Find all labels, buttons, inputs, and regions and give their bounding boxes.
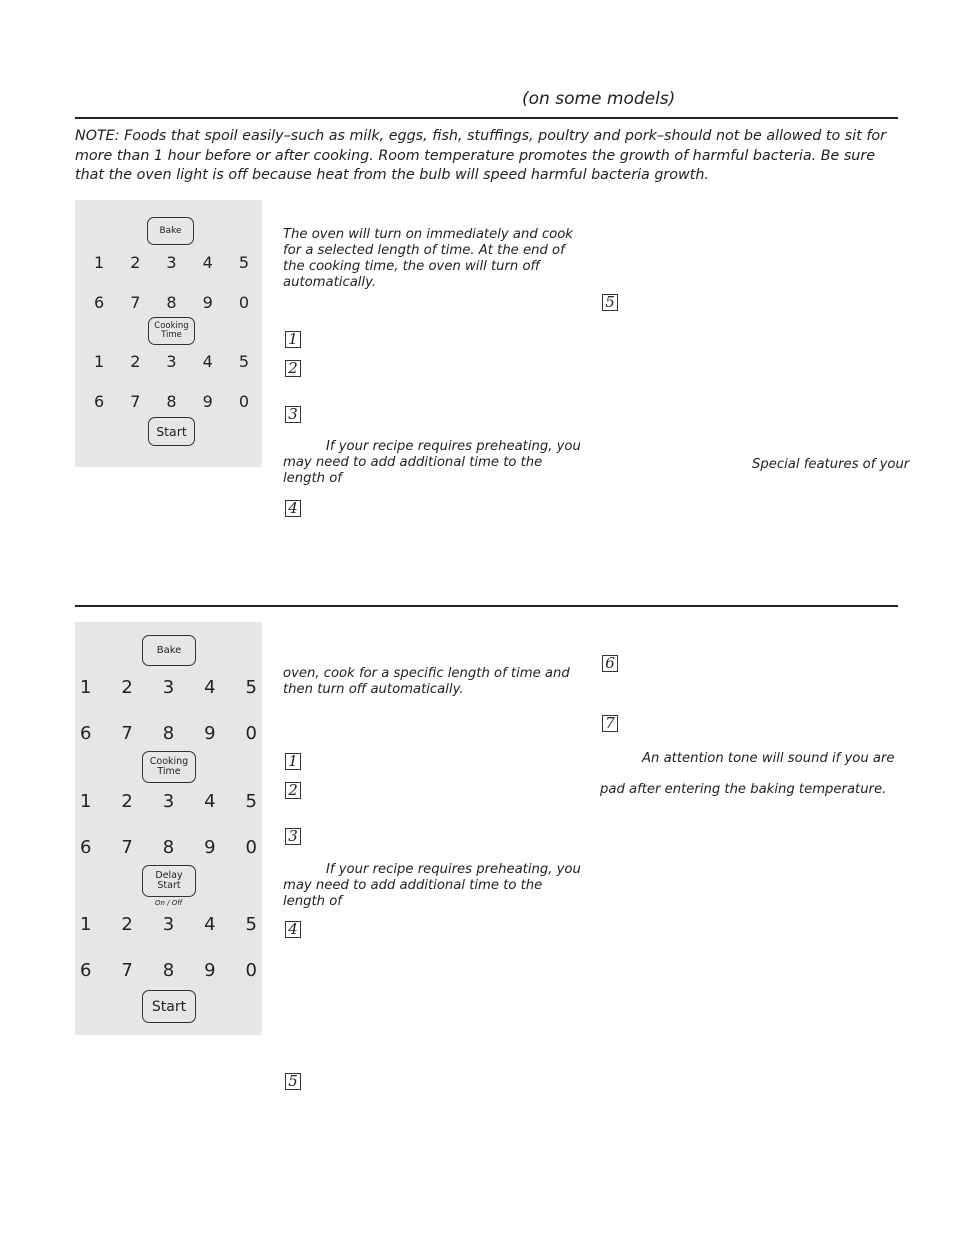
digit-key[interactable]: 0 — [245, 723, 257, 744]
digit-key[interactable]: 3 — [166, 253, 177, 272]
safety-note: NOTE: Foods that spoil easily–such as milk, eggs, fish, stuffings, poultry and pork–should not be allowed to sit for more than 1 hour before or after cooking. Room temperature promotes the growth of harmful bacteria. Be sure that the oven light is off because heat from the bulb will speed harmful bacteria growth. — [75, 128, 887, 183]
digit-key[interactable]: 3 — [162, 791, 175, 812]
digit-key[interactable]: 6 — [94, 293, 105, 312]
step-1-icon: 1 — [285, 331, 301, 348]
digit-key[interactable]: 5 — [245, 791, 257, 812]
step-1-icon: 1 — [285, 753, 301, 770]
digit-key[interactable]: 2 — [121, 914, 133, 935]
delay-start-key[interactable]: Delay Start — [142, 865, 196, 897]
digit-key[interactable]: 4 — [204, 791, 216, 812]
digit-key[interactable]: 2 — [130, 253, 141, 272]
digit-key[interactable]: 7 — [130, 293, 141, 312]
page-subtitle: (on some models) — [522, 89, 676, 109]
preheat-tip: If your recipe requires preheating, you may need to add additional time to the length of — [283, 862, 581, 909]
digit-key[interactable]: 2 — [130, 352, 141, 371]
digit-key[interactable]: 4 — [204, 677, 216, 698]
digit-key[interactable]: 5 — [238, 352, 249, 371]
digit-key[interactable]: 7 — [121, 960, 133, 981]
bake-key[interactable]: Bake — [142, 635, 196, 666]
digit-key[interactable]: 1 — [80, 791, 92, 812]
step-5-icon: 5 — [602, 294, 618, 311]
digit-key[interactable]: 6 — [80, 723, 92, 744]
bake-key[interactable]: Bake — [147, 217, 194, 245]
digit-key[interactable]: 0 — [245, 837, 257, 858]
digit-key[interactable]: 4 — [204, 914, 216, 935]
step-3-icon: 3 — [285, 828, 301, 845]
digit-key[interactable]: 7 — [130, 392, 141, 411]
digit-key[interactable]: 9 — [204, 960, 216, 981]
digit-key[interactable]: 2 — [121, 677, 133, 698]
digit-key[interactable]: 5 — [245, 914, 257, 935]
digit-key[interactable]: 8 — [162, 723, 175, 744]
digit-key[interactable]: 0 — [245, 960, 257, 981]
number-row-4 — [94, 392, 249, 411]
keypad-panel-timed — [75, 200, 262, 467]
step-4-icon: 4 — [285, 921, 301, 938]
digit-key[interactable]: 7 — [121, 723, 133, 744]
delayed-baking-intro: oven, cook for a specific length of time and then turn off automatically. — [283, 666, 570, 697]
digit-key[interactable]: 6 — [80, 960, 92, 981]
digit-key[interactable]: 6 — [94, 392, 105, 411]
digit-key[interactable]: 9 — [202, 293, 213, 312]
digit-key[interactable]: 9 — [204, 837, 216, 858]
digit-key[interactable]: 7 — [121, 837, 133, 858]
timed-baking-intro: The oven will turn on immediately and cook for a selected length of time. At the end of the cooking time, the oven will turn off automatically. — [283, 227, 573, 290]
number-row-3 — [94, 352, 249, 371]
number-row-2 — [80, 723, 257, 744]
number-row-5 — [80, 914, 257, 935]
digit-key[interactable]: 1 — [80, 914, 92, 935]
cooking-time-key[interactable]: Cooking Time — [142, 751, 196, 783]
digit-key[interactable]: 3 — [162, 677, 175, 698]
keypad-panel-delayed — [75, 622, 262, 1035]
special-features-ref: Special features of your — [752, 457, 910, 472]
step-6-icon: 6 — [602, 655, 618, 672]
step-5-icon: 5 — [285, 1073, 301, 1090]
cooking-time-key[interactable]: Cooking Time — [148, 317, 195, 345]
digit-key[interactable]: 1 — [80, 677, 92, 698]
digit-key[interactable]: 5 — [238, 253, 249, 272]
preheat-tip: If your recipe requires preheating, you may need to add additional time to the length of — [283, 439, 581, 486]
step-7-icon: 7 — [602, 715, 618, 732]
step-2-icon: 2 — [285, 782, 301, 799]
number-row-3 — [80, 791, 257, 812]
number-row-1 — [80, 677, 257, 698]
top-divider — [75, 117, 898, 119]
digit-key[interactable]: 4 — [202, 253, 213, 272]
number-row-4 — [80, 837, 257, 858]
digit-key[interactable]: 6 — [80, 837, 92, 858]
digit-key[interactable]: 1 — [94, 253, 105, 272]
digit-key[interactable]: 8 — [162, 960, 175, 981]
step-4-icon: 4 — [285, 500, 301, 517]
step-3-icon: 3 — [285, 406, 301, 423]
on-off-label: On / Off — [155, 899, 183, 907]
pad-instruction-text: pad after entering the baking temperature. — [600, 782, 887, 797]
number-row-2 — [94, 293, 249, 312]
digit-key[interactable]: 3 — [162, 914, 175, 935]
digit-key[interactable]: 5 — [245, 677, 257, 698]
number-row-1 — [94, 253, 249, 272]
step-2-icon: 2 — [285, 360, 301, 377]
digit-key[interactable]: 0 — [238, 293, 249, 312]
digit-key[interactable]: 8 — [166, 293, 177, 312]
start-key[interactable]: Start — [148, 417, 195, 446]
digit-key[interactable]: 8 — [162, 837, 175, 858]
digit-key[interactable]: 3 — [166, 352, 177, 371]
digit-key[interactable]: 8 — [166, 392, 177, 411]
digit-key[interactable]: 9 — [202, 392, 213, 411]
digit-key[interactable]: 1 — [94, 352, 105, 371]
number-row-6 — [80, 960, 257, 981]
digit-key[interactable]: 2 — [121, 791, 133, 812]
section-divider — [75, 605, 898, 607]
attention-tone-text: An attention tone will sound if you are — [642, 751, 895, 766]
digit-key[interactable]: 4 — [202, 352, 213, 371]
start-key[interactable]: Start — [142, 990, 196, 1023]
digit-key[interactable]: 9 — [204, 723, 216, 744]
digit-key[interactable]: 0 — [238, 392, 249, 411]
